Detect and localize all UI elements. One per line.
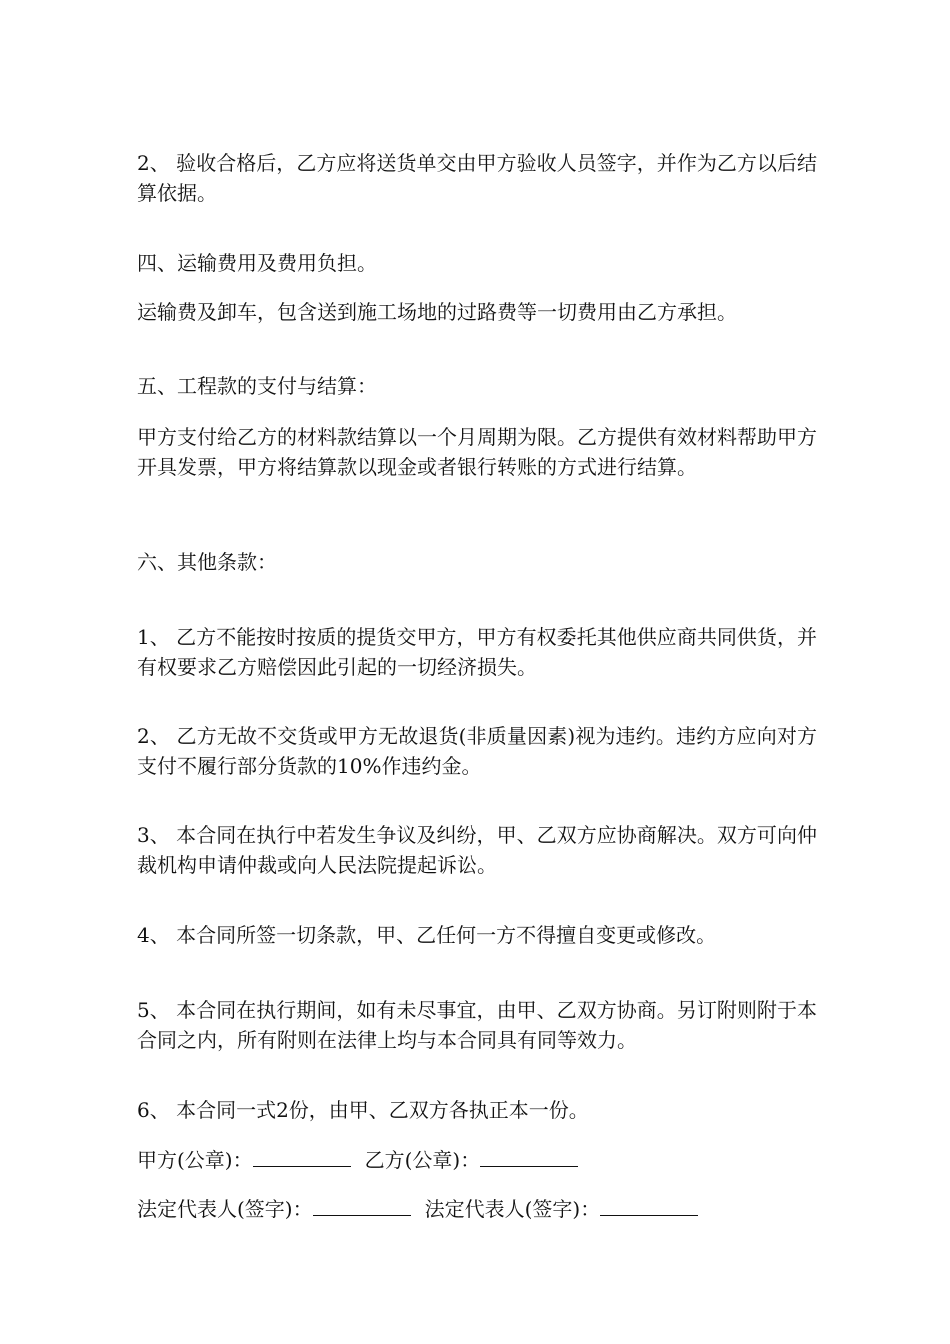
clause-transport: 运输费及卸车，包含送到施工场地的过路费等一切费用由乙方承担。 [137,300,737,324]
representative-row [137,1194,837,1224]
clause-other-2: 2、 乙方无故不交货或甲方无故退货(非质量因素)视为违约。违约方应向对方支付不履行部分货款的10%作违约金。 [137,724,817,778]
party-b-seal-blank [480,1146,578,1167]
party-a-seal-label: 甲方(公章)： [137,1148,253,1172]
seal-row [137,1145,837,1175]
clause-other-4: 4、 本合同所签一切条款，甲、乙任何一方不得擅自变更或修改。 [137,923,717,947]
rep-b-label: 法定代表人(签字)： [424,1197,601,1221]
rep-a-label: 法定代表人(签字)： [137,1197,313,1221]
clause-other-3: 3、 本合同在执行中若发生争议及纠纷，甲、乙双方应协商解决。双方可向仲裁机构申请仲裁或向人民法院提起诉讼。 [137,823,817,877]
rep-b-blank [600,1195,698,1216]
clause-other-6: 6、 本合同一式2份，由甲、乙双方各执正本一份。 [137,1098,589,1122]
section-heading-other: 六、其他条款： [137,550,277,574]
party-a-seal-blank [253,1146,351,1167]
clause-other-1: 1、 乙方不能按时按质的提货交甲方，甲方有权委托其他供应商共同供货，并有权要求乙方赔偿因此引起的一切经济损失。 [137,625,817,679]
party-b-seal-label: 乙方(公章)： [364,1148,481,1172]
section-heading-payment: 五、工程款的支付与结算： [137,374,377,398]
clause-acceptance: 2、 验收合格后，乙方应将送货单交由甲方验收人员签字，并作为乙方以后结算依据。 [137,151,817,205]
section-heading-transport: 四、运输费用及费用负担。 [137,251,377,275]
rep-a-blank [313,1195,411,1216]
clause-payment: 甲方支付给乙方的材料款结算以一个月周期为限。乙方提供有效材料帮助甲方开具发票，甲方将结算款以现金或者银行转账的方式进行结算。 [137,425,817,479]
clause-other-5: 5、 本合同在执行期间，如有未尽事宜，由甲、乙双方协商。另订附则附于本合同之内，所有附则在法律上均与本合同具有同等效力。 [137,998,817,1052]
